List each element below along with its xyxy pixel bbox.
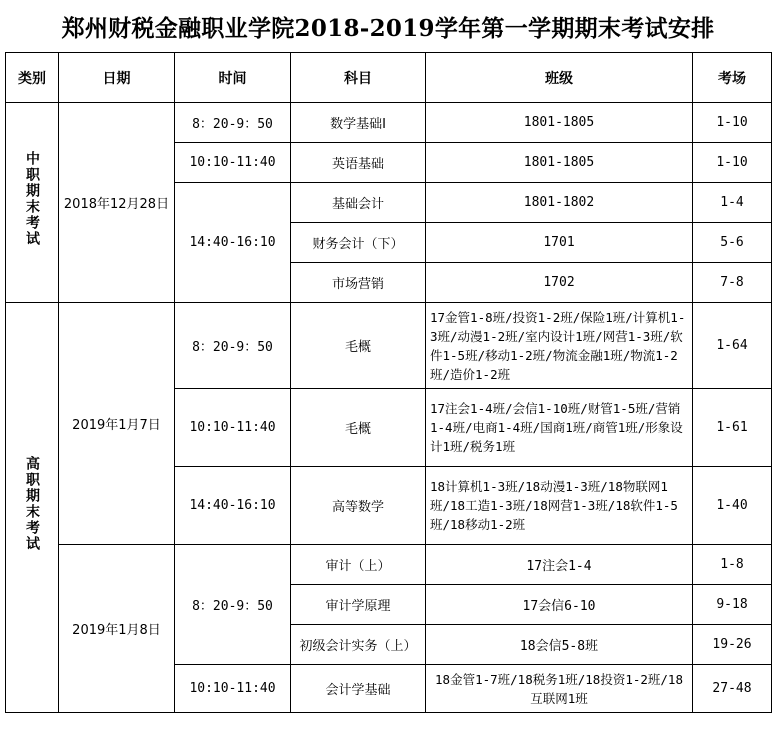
- room-cell: 7-8: [693, 263, 772, 303]
- room-cell: 1-8: [693, 545, 772, 585]
- time-cell: 10:10-11:40: [175, 665, 291, 713]
- header-time: 时间: [175, 53, 291, 103]
- classes-cell: 1701: [426, 223, 693, 263]
- subject-cell: 初级会计实务（上）: [291, 625, 426, 665]
- category-cell: [6, 303, 59, 713]
- classes-cell: 1801-1805: [426, 103, 693, 143]
- room-cell: 9-18: [693, 585, 772, 625]
- date-cell: 2019年1月7日: [59, 303, 175, 545]
- date-cell: 2018年12月28日: [59, 103, 175, 303]
- subject-cell: 毛概: [291, 389, 426, 467]
- room-cell: 1-61: [693, 389, 772, 467]
- category-label: 中职期末考试: [24, 151, 40, 247]
- classes-cell: 17会信6-10: [426, 585, 693, 625]
- room-cell: 1-10: [693, 143, 772, 183]
- time-cell: 14:40-16:10: [175, 183, 291, 303]
- table-row: [6, 103, 772, 143]
- subject-cell: 数学基础Ⅰ: [291, 103, 426, 143]
- subject-cell: 基础会计: [291, 183, 426, 223]
- classes-cell: 18计算机1-3班/18动漫1-3班/18物联网1班/18工造1-3班/18网营1-3班/18软件1-5班/18移动1-2班: [426, 467, 693, 545]
- classes-cell: 1801-1802: [426, 183, 693, 223]
- subject-cell: 会计学基础: [291, 665, 426, 713]
- header-row: [6, 53, 772, 103]
- time-cell: 8：20-9：50: [175, 545, 291, 665]
- classes-cell: 18会信5-8班: [426, 625, 693, 665]
- room-cell: 27-48: [693, 665, 772, 713]
- category-label: 高职期末考试: [24, 456, 40, 552]
- classes-cell: 1702: [426, 263, 693, 303]
- subject-cell: 毛概: [291, 303, 426, 389]
- header-classes: 班级: [426, 53, 693, 103]
- subject-cell: 高等数学: [291, 467, 426, 545]
- page-title: 郑州财税金融职业学院2018-2019学年第一学期期末考试安排: [61, 14, 715, 42]
- subject-cell: 审计学原理: [291, 585, 426, 625]
- time-cell: 10:10-11:40: [175, 143, 291, 183]
- subject-cell: 财务会计（下）: [291, 223, 426, 263]
- classes-cell: 17注会1-4: [426, 545, 693, 585]
- room-cell: 1-40: [693, 467, 772, 545]
- room-cell: 19-26: [693, 625, 772, 665]
- room-cell: 1-10: [693, 103, 772, 143]
- subject-cell: 审计（上）: [291, 545, 426, 585]
- subject-cell: 英语基础: [291, 143, 426, 183]
- subject-cell: 市场营销: [291, 263, 426, 303]
- time-cell: 10:10-11:40: [175, 389, 291, 467]
- table-row: [6, 303, 772, 389]
- header-room: 考场: [693, 53, 772, 103]
- header-category: 类别: [6, 53, 59, 103]
- classes-cell: 18金管1-7班/18税务1班/18投资1-2班/18互联网1班: [426, 665, 693, 713]
- time-cell: 8：20-9：50: [175, 103, 291, 143]
- table-row: [6, 545, 772, 585]
- room-cell: 1-4: [693, 183, 772, 223]
- classes-cell: 17金管1-8班/投资1-2班/保险1班/计算机1-3班/动漫1-2班/室内设计1班/网营1-3班/软件1-5班/移动1-2班/物流金融1班/物流1-2班/造价1-2班: [426, 303, 693, 389]
- classes-cell: 17注会1-4班/会信1-10班/财管1-5班/营销1-4班/电商1-4班/国商1班/商管1班/形象设计1班/税务1班: [426, 389, 693, 467]
- time-cell: 14:40-16:10: [175, 467, 291, 545]
- date-cell: 2019年1月8日: [59, 545, 175, 713]
- room-cell: 1-64: [693, 303, 772, 389]
- room-cell: 5-6: [693, 223, 772, 263]
- classes-cell: 1801-1805: [426, 143, 693, 183]
- category-cell: [6, 103, 59, 303]
- header-subject: 科目: [291, 53, 426, 103]
- time-cell: 8：20-9：50: [175, 303, 291, 389]
- header-date: 日期: [59, 53, 175, 103]
- exam-schedule-table: [5, 52, 772, 713]
